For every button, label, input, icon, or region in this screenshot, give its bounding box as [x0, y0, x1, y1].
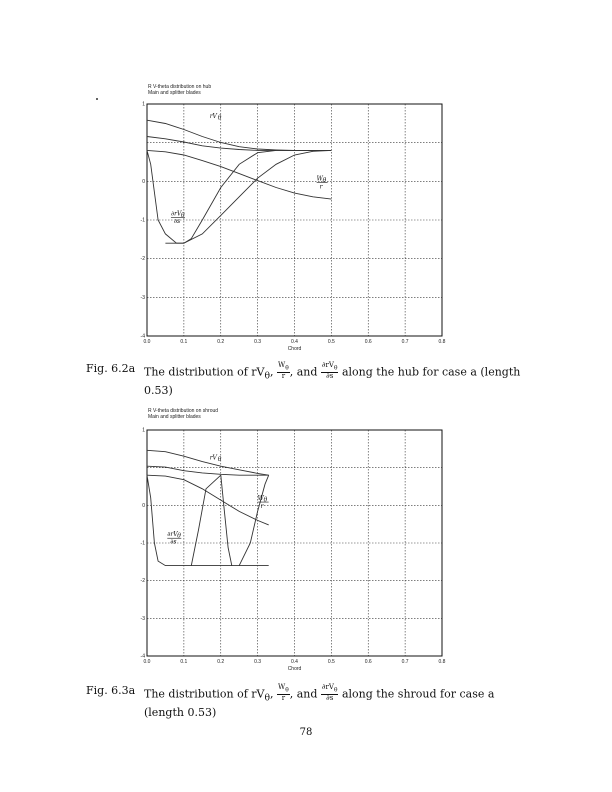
frac-sub: θ — [285, 687, 289, 694]
annotation-w-sub: θ — [322, 177, 327, 185]
annotation-rv: rV — [209, 112, 217, 120]
annotation-w-den: r — [260, 503, 264, 511]
frac-den: ∂s — [326, 694, 334, 703]
frac-sub: θ — [333, 687, 338, 694]
caption-part: , and — [289, 365, 318, 379]
series-line-7 — [239, 475, 269, 565]
x-tick-label: 0.8 — [438, 659, 446, 665]
annotation-d-num: ∂rV — [170, 210, 182, 218]
y-tick-label: -3 — [140, 615, 145, 622]
annotation-d-num: ∂rV — [167, 531, 178, 539]
x-tick-label: 0.2 — [217, 659, 225, 665]
annotation-w-num: W — [316, 175, 323, 183]
annotation-rv-sub: θ — [217, 455, 222, 463]
x-tick-label: 0.0 — [143, 339, 151, 345]
caption-part: , and — [289, 687, 318, 701]
caption-text: The distribution of $rV_\theta$, $\frac{W_\theta}{r}$ , and $\frac{\partial rV_\theta}{\partial s}$ along the shroud for case a (length 0.53) — [144, 683, 495, 719]
caption-sub: θ — [264, 692, 271, 704]
x-tick-label: 0.5 — [327, 659, 335, 665]
chart-2-subtitle: Main and splitter blades — [148, 414, 201, 420]
x-tick-label: 0.4 — [291, 339, 298, 345]
x-tick-label: 0.4 — [291, 659, 298, 665]
annotation-rv: rV — [209, 454, 217, 462]
frac-den: r — [281, 694, 286, 703]
frac-num: W — [278, 361, 286, 369]
chart-2-title: R V-theta distribution on shroud — [148, 408, 219, 414]
frac-sub: θ — [285, 365, 289, 372]
annotation-d-den: ∂s — [170, 538, 177, 546]
caption-part: The distribution of rV — [144, 687, 265, 701]
y-tick-label: 0 — [142, 178, 145, 185]
caption-part: The distribution of rV — [144, 365, 265, 379]
y-tick-label: -2 — [140, 578, 145, 585]
caption-part: along the hub for case a (length 0.53) — [144, 365, 521, 397]
x-tick-label: 0.3 — [254, 339, 262, 345]
y-tick-label: -1 — [140, 217, 145, 224]
x-axis-label: Chord — [287, 666, 302, 672]
frac-den: ∂s — [326, 372, 334, 381]
caption-frac-d — [321, 684, 339, 702]
caption-label: Fig. 6.2a — [86, 362, 136, 375]
annotation-rv-sub: θ — [217, 114, 222, 122]
x-tick-label: 0.2 — [217, 339, 225, 345]
caption-part: along the shroud for case a (length 0.53) — [144, 687, 495, 719]
caption-sub: θ — [264, 370, 271, 382]
annotation-d-sub: θ — [177, 532, 181, 540]
figure-6-3a-caption — [86, 684, 536, 720]
frac-sub: θ — [333, 365, 338, 372]
y-tick-label: 1 — [142, 427, 145, 434]
frac-num: ∂rV — [321, 361, 334, 369]
x-axis-label: Chord — [287, 346, 302, 352]
y-tick-label: -4 — [140, 333, 145, 340]
series-line-6 — [221, 475, 232, 565]
frac-den: r — [281, 372, 286, 381]
frac-num: ∂rV — [321, 683, 334, 691]
caption-label: Fig. 6.3a — [86, 684, 136, 697]
page-number: 78 — [299, 727, 313, 738]
annotation-d-den: ∂s — [173, 217, 181, 225]
series-line-3 — [147, 475, 269, 525]
y-tick-label: 0 — [142, 502, 145, 509]
series-line-1 — [147, 450, 269, 475]
x-tick-label: 0.7 — [401, 339, 409, 345]
y-tick-label: -4 — [140, 653, 145, 660]
chart-1-subtitle: Main and splitter blades — [148, 90, 201, 96]
chart-1-title: R V-theta distribution on hub — [148, 84, 212, 90]
annotation-w-den: r — [319, 183, 323, 191]
x-tick-label: 0.1 — [180, 659, 188, 665]
caption-text: The distribution of $rV_\theta$, $\frac{W_\theta}{r}$ , and $\frac{\partial rV_\theta}{\partial s}$ along the hub for case a (length 0.53) — [144, 361, 521, 397]
y-tick-label: -1 — [140, 540, 145, 547]
series-line-4 — [147, 475, 269, 565]
x-tick-label: 0.6 — [364, 339, 372, 345]
x-tick-label: 0.1 — [180, 339, 188, 345]
y-tick-label: -3 — [140, 294, 145, 301]
series-line-5 — [191, 475, 221, 565]
x-tick-label: 0.6 — [364, 659, 372, 665]
annotation-w-sub: θ — [263, 496, 268, 504]
annotation-d-sub: θ — [180, 211, 185, 219]
caption-frac-w — [277, 684, 290, 702]
frac-num: W — [278, 683, 286, 691]
x-tick-label: 0.5 — [327, 339, 335, 345]
x-tick-label: 0.7 — [401, 659, 409, 665]
annotation-w-num: W — [257, 495, 264, 503]
y-tick-label: -2 — [140, 256, 145, 263]
x-tick-label: 0.8 — [438, 339, 446, 345]
y-tick-label: 1 — [142, 101, 145, 108]
x-tick-label: 0.0 — [143, 659, 151, 665]
x-tick-label: 0.3 — [254, 659, 262, 665]
